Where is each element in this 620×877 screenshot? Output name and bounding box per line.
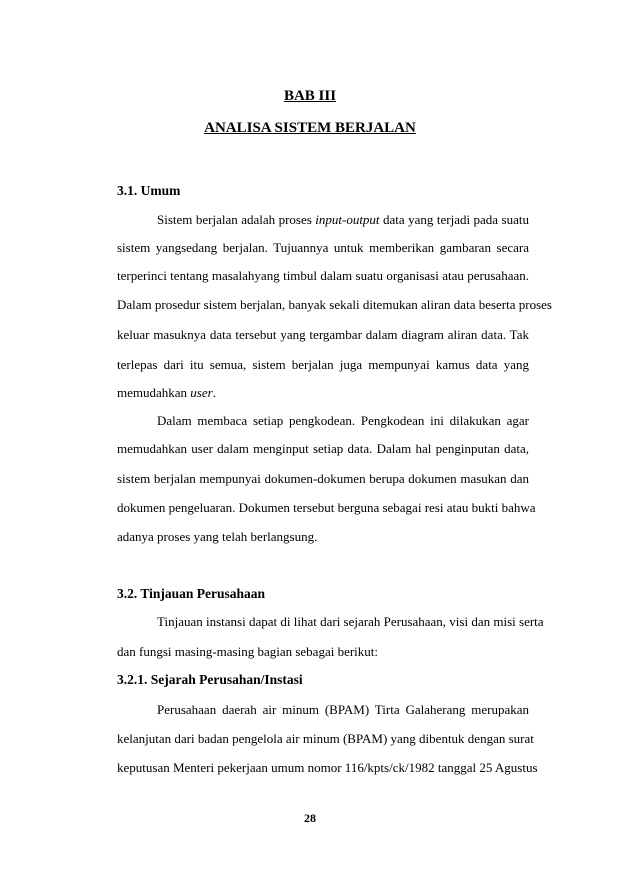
subsection-heading-sejarah: 3.2.1. Sejarah Perusahan/Instasi bbox=[117, 672, 303, 687]
paragraph-line: sistem yangsedang berjalan. Tujuannya untuk memberikan gambaran secara bbox=[117, 240, 529, 255]
paragraph-line: dan fungsi masing-masing bagian sebagai berikut: bbox=[117, 644, 379, 659]
paragraph-line: memudahkan user dalam menginput setiap data. Dalam hal penginputan data, bbox=[117, 441, 529, 456]
paragraph-line: keputusan Menteri pekerjaan umum nomor 116/kpts/ck/1982 tanggal 25 Agustus bbox=[117, 760, 538, 775]
text-span: memudahkan bbox=[117, 385, 191, 400]
paragraph-line: adanya proses yang telah berlangsung. bbox=[117, 529, 318, 544]
paragraph-line: terlepas dari itu semua, sistem berjalan juga mempunyai kamus data yang bbox=[117, 357, 529, 372]
paragraph-line bbox=[157, 212, 529, 228]
paragraph-line: terperinci tentang masalahyang timbul dalam suatu organisasi atau perusahaan. bbox=[117, 268, 529, 283]
chapter-label: BAB III bbox=[283, 88, 337, 104]
chapter-title: ANALISA SISTEM BERJALAN bbox=[204, 120, 416, 136]
paragraph-line: keluar masuknya data tersebut yang tergambar dalam diagram aliran data. Tak bbox=[117, 327, 529, 342]
paragraph-line: Perusahaan daerah air minum (BPAM) Tirta Galaherang merupakan bbox=[157, 702, 529, 717]
section-heading-umum: 3.1. Umum bbox=[117, 183, 181, 198]
text-span: data yang terjadi pada suatu bbox=[379, 212, 529, 227]
paragraph-line: sistem berjalan mempunyai dokumen-dokumen berupa dokumen masukan dan bbox=[117, 471, 529, 486]
paragraph-line: Dalam membaca setiap pengkodean. Pengkodean ini dilakukan agar bbox=[157, 413, 529, 428]
emphasis-text: user bbox=[190, 385, 213, 400]
section-heading-tinjauan: 3.2. Tinjauan Perusahaan bbox=[117, 586, 266, 601]
page-number: 28 bbox=[304, 811, 316, 825]
paragraph-line bbox=[117, 385, 529, 401]
text-span: Sistem berjalan adalah proses bbox=[157, 212, 316, 227]
paragraph-line: Dalam prosedur sistem berjalan, banyak sekali ditemukan aliran data beserta proses bbox=[117, 297, 552, 312]
paragraph-line: Tinjauan instansi dapat di lihat dari sejarah Perusahaan, visi dan misi serta bbox=[157, 614, 544, 629]
emphasis-text: input-output bbox=[315, 212, 380, 227]
paragraph-line: dokumen pengeluaran. Dokumen tersebut berguna sebagai resi atau bukti bahwa bbox=[117, 500, 536, 515]
text-span: . bbox=[212, 385, 216, 400]
paragraph-line: kelanjutan dari badan pengelola air minum (BPAM) yang dibentuk dengan surat bbox=[117, 731, 534, 746]
